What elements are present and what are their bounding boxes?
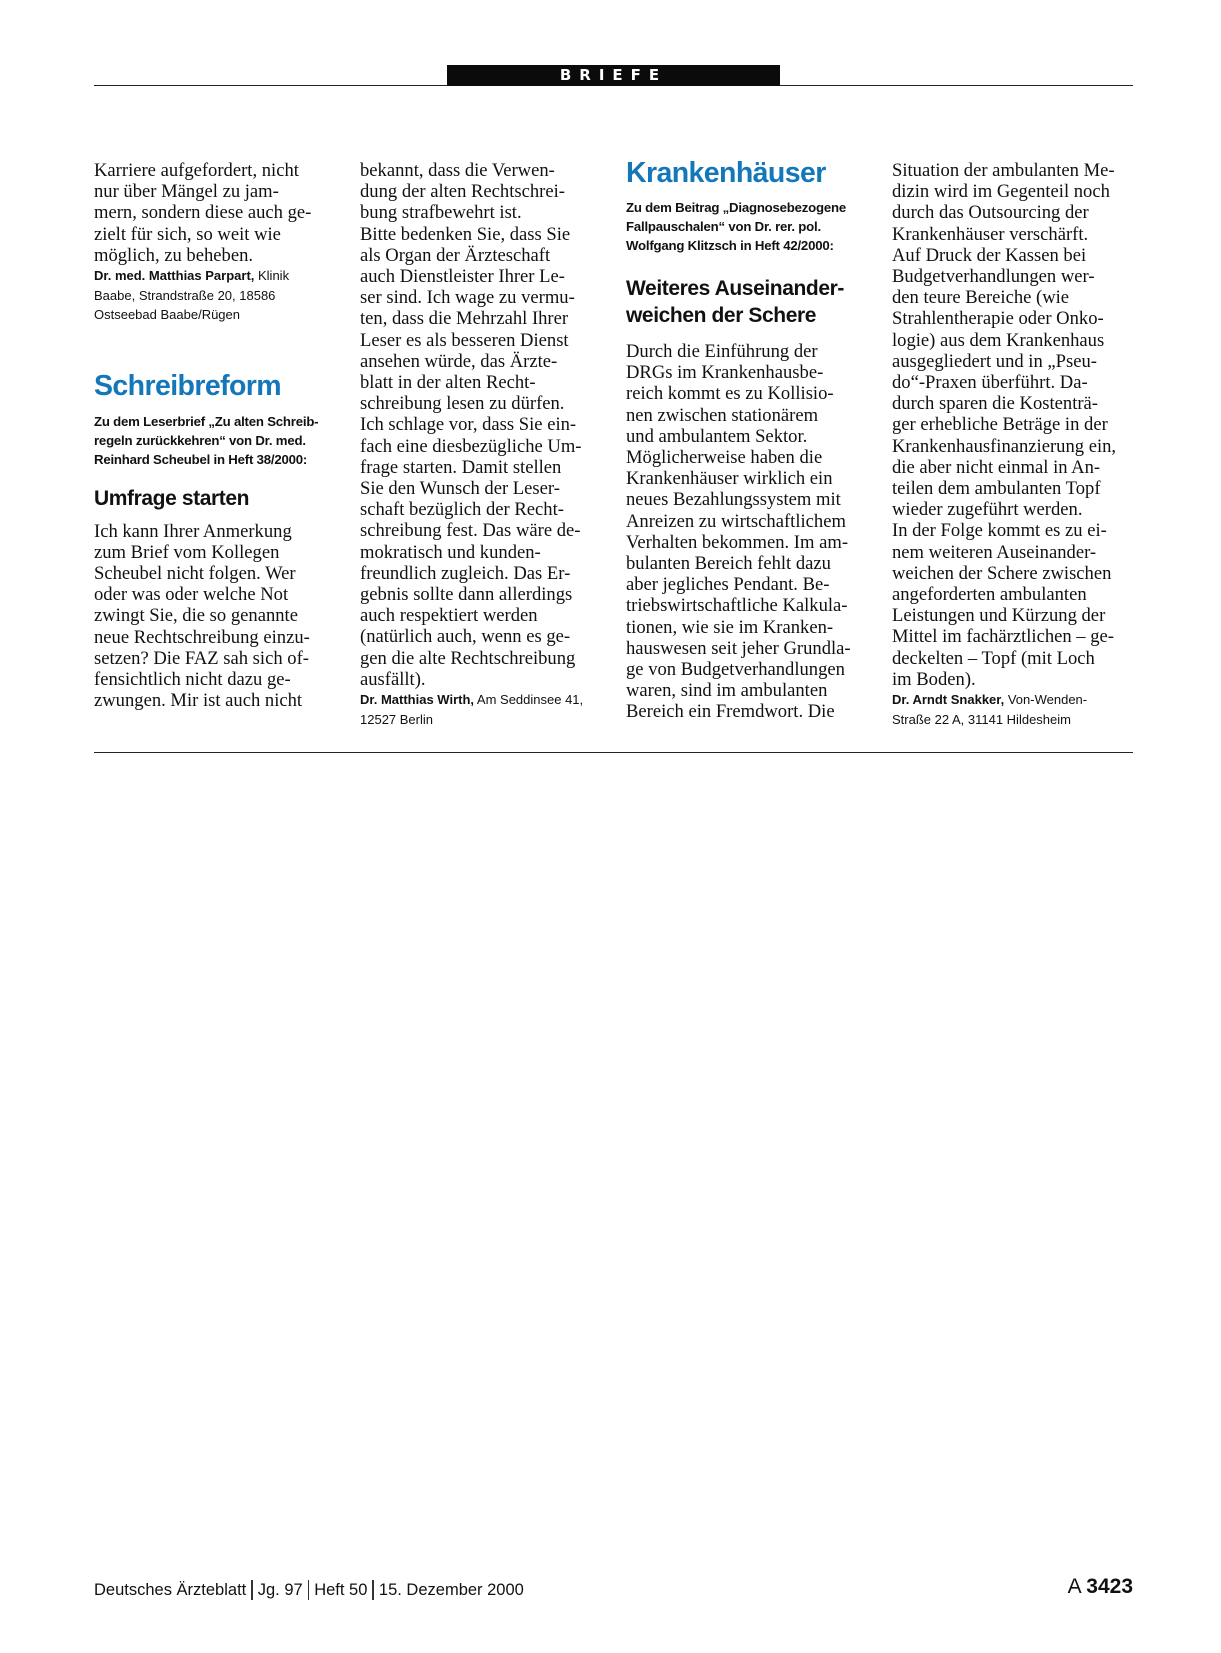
issue: Heft 50 <box>314 1580 368 1599</box>
column-2 <box>360 160 603 729</box>
signature <box>360 690 603 729</box>
continued-letter-text: Karriere aufgefordert, nicht nur über Mängel zu jam- mern, sondern diese auch ge- zielt für sich, so weit wie möglich, zu beheben. <box>94 160 312 266</box>
signature-address: Klinik Baabe, Strandstraße 20, 18586 Ostseebad Baabe/Rügen <box>94 268 290 323</box>
issue-date: 15. Dezember 2000 <box>378 1580 524 1599</box>
footer <box>94 1580 524 1600</box>
column-1 <box>94 160 337 711</box>
volume: Jg. 97 <box>257 1580 303 1599</box>
page-prefix: A <box>1067 1575 1081 1598</box>
letter-text: Ich kann Ihrer Anmerkung zum Brief vom Kollegen Scheubel nicht folgen. Wer oder was oder welche Not zwingt Sie, die so genannte neue Rechtschreibung einzu- setzen? Die FAZ sah sich of- fensichtlich nicht dazu ge- zwungen. Mir ist auch nicht <box>94 520 310 712</box>
letter-text: Situation der ambulanten Me- dizin wird im Gegenteil noch durch das Outsourcing der Krankenhäuser verschärft. Auf Druck der Kassen bei Budgetverhandlungen wer- den teure Bereiche (wie Strahlentherapie oder Onko- logie) aus dem Krankenhaus ausgegliedert und in „Pseu- do“-Praxen überführt. Da- durch sparen die Kostenträ- ger erhebliche Beträge in der Krankenhausfinanzierung ein, die aber nicht einmal in An- teilen dem ambulanten Topf wieder zugeführt werden. In der Folge kommt es zu ei- nem weiteren Auseinander- weichen der Schere zwischen angeforderten ambulanten Leistungen und Kürzung der Mittel im fachärztlichen – ge- deckelten – Topf (mit Loch im Boden). <box>892 160 1117 690</box>
section-tag: BRIEFE <box>447 65 780 86</box>
article-title-schreibreform: Schreibreform <box>94 369 282 402</box>
signature-name: Dr. Matthias Wirth, <box>360 692 475 708</box>
signature-address: Am Seddinsee 41, 12527 Berlin <box>360 692 584 727</box>
page-number-value: 3423 <box>1086 1575 1133 1598</box>
content-bottom-rule <box>94 752 1133 753</box>
article-intro: Zu dem Leserbrief „Zu alten Schreib- regeln zurückkehren“ von Dr. med. Reinhard Scheubel in Heft 38/2000: <box>94 413 319 467</box>
letter-text: bekannt, dass die Verwen- dung der alten Rechtschrei- bung strafbewehrt ist. Bitte bedenken Sie, dass Sie als Organ der Ärzteschaft auch Dienstleister Ihrer Le- ser sind. Ich wage zu vermu- ten, dass die Mehrzahl Ihrer Leser es als besseren Dienst ansehen würde, das Ärzte- blatt in der alten Recht- schreibung lesen zu dürfen. Ich schlage vor, dass Sie ein- fach eine diesbezügliche Um- frage starten. Damit stellen Sie den Wunsch der Leser- schaft bezüglich der Recht- schreibung fest. Das wäre de- mokratisch und kunden- freundlich zugleich. Das Er- gebnis sollte dann allerdings auch respektiert werden (natürlich auch, wenn es ge- gen die alte Rechtschreibung ausfällt). <box>360 160 582 690</box>
journal-name: Deutsches Ärzteblatt <box>94 1580 247 1599</box>
letter-text: Durch die Einführung der DRGs im Krankenhausbe- reich kommt es zu Kollisio- nen zwischen stationärem und ambulantem Sektor. Möglicherweise haben die Krankenhäuser wirklich ein neues Bezahlungssystem mit Anreizen zu wirtschaftlichem Verhalten bekommen. Im am- bulanten Bereich fehlt dazu aber jegliches Pendant. Be- triebswirtschaftliche Kalkula- tionen, wie sie im Kranken- hauswesen seit jeher Grundla- ge von Budgetverhandlungen waren, sind im ambulanten Bereich ein Fremdwort. Die <box>626 341 851 723</box>
letter-headline: Weiteres Auseinander- weichen der Schere <box>626 277 845 327</box>
footer-separator <box>251 1580 253 1600</box>
article-title-krankenhaeuser: Krankenhäuser <box>626 157 826 189</box>
signature-address: Von-Wenden- Straße 22 A, 31141 Hildesheim <box>892 692 1088 727</box>
footer-separator <box>308 1580 310 1600</box>
signature <box>892 690 1135 729</box>
page-number <box>1068 1575 1133 1599</box>
signature-name: Dr. Arndt Snakker, <box>892 692 1005 708</box>
article-intro: Zu dem Beitrag „Diagnosebezogene Fallpauschalen“ von Dr. rer. pol. Wolfgang Klitzsch in Heft 42/2000: <box>626 200 847 253</box>
column-4 <box>892 160 1135 729</box>
letter-headline: Umfrage starten <box>94 486 250 510</box>
column-3 <box>626 157 869 723</box>
footer-separator <box>372 1580 374 1600</box>
signature <box>94 266 337 325</box>
signature-name: Dr. med. Matthias Parpart, <box>94 268 255 284</box>
